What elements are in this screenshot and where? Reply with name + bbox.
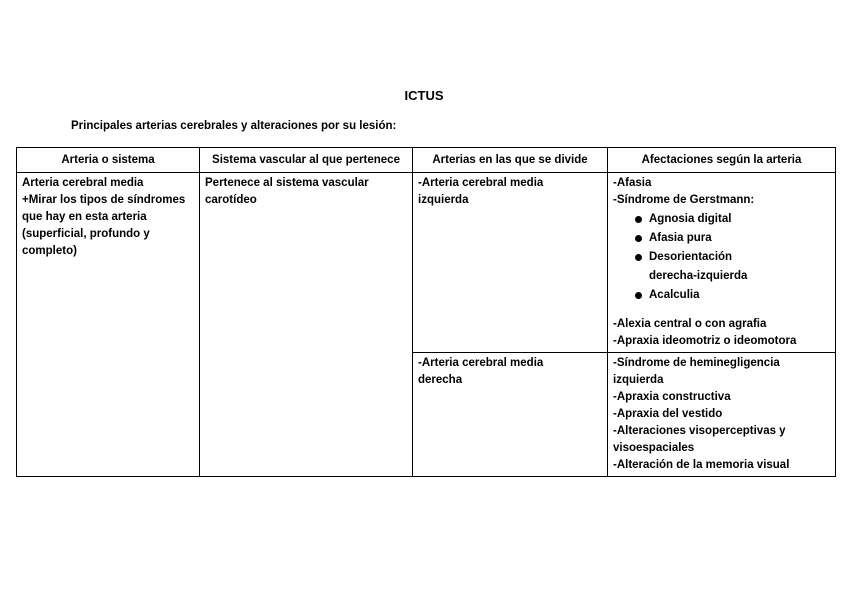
bullet-text: Afasia pura — [649, 232, 712, 244]
right-effects-text — [613, 355, 830, 474]
header-vascular-system: Sistema vascular al que pertenece — [200, 148, 413, 173]
effect-item: -Alteraciones visoperceptivas y — [613, 425, 786, 437]
arteries-table — [16, 147, 836, 477]
artery-line: (superficial, profundo y — [22, 228, 150, 240]
header-branches: Arterias en las que se divide — [413, 148, 608, 173]
vascular-system-text — [205, 175, 407, 209]
header-effects: Afectaciones según la arteria — [608, 148, 836, 173]
list-item — [635, 210, 830, 229]
effect-item: visoespaciales — [613, 442, 695, 454]
effect-item: -Alexia central o con agrafia — [613, 318, 767, 330]
effect-item: -Apraxia constructiva — [613, 391, 731, 403]
artery-line: completo) — [22, 245, 77, 257]
header-artery-system: Arteria o sistema — [17, 148, 200, 173]
gerstmann-list — [613, 210, 830, 305]
left-branch-line: izquierda — [418, 194, 469, 206]
right-branch-line: -Arteria cerebral media — [418, 357, 544, 369]
right-branch-text — [418, 355, 602, 389]
right-effects-cell — [608, 353, 836, 477]
table-header-row — [17, 148, 836, 173]
effect-item: -Apraxia ideomotriz o ideomotora — [613, 335, 797, 347]
list-item — [635, 229, 830, 248]
left-branch-line: -Arteria cerebral media — [418, 177, 544, 189]
effect-item: izquierda — [613, 374, 664, 386]
effect-item: -Apraxia del vestido — [613, 408, 723, 420]
effect-item: -Síndrome de Gerstmann: — [613, 194, 755, 206]
artery-line: +Mirar los tipos de síndromes — [22, 194, 186, 206]
effect-item: -Alteración de la memoria visual — [613, 459, 790, 471]
artery-text — [22, 175, 194, 260]
left-branch-text — [418, 175, 602, 209]
bullet-text: Acalculia — [649, 289, 700, 301]
left-effects-cell — [608, 173, 836, 353]
vascular-line: carotídeo — [205, 194, 257, 206]
left-branch-cell — [413, 173, 608, 353]
right-branch-cell — [413, 353, 608, 477]
list-item — [635, 286, 830, 305]
right-branch-line: derecha — [418, 374, 463, 386]
document-subtitle: Principales arterias cerebrales y alteraciones por su lesión: — [71, 120, 397, 132]
vascular-line: Pertenece al sistema vascular — [205, 177, 369, 189]
document-title: ICTUS — [404, 88, 444, 103]
effect-item: -Síndrome de heminegligencia — [613, 357, 780, 369]
artery-cell — [17, 173, 200, 477]
list-item — [635, 248, 830, 286]
artery-line: que hay en esta arteria — [22, 211, 147, 223]
spacer — [613, 305, 830, 316]
artery-line: Arteria cerebral media — [22, 177, 144, 189]
vascular-system-cell — [200, 173, 413, 477]
bullet-text: Desorientación — [649, 251, 733, 263]
table-row — [17, 173, 836, 353]
left-effects-text — [613, 175, 830, 350]
bullet-continuation: derecha-izquierda — [649, 270, 748, 282]
bullet-text: Agnosia digital — [649, 213, 732, 225]
effect-item: -Afasia — [613, 177, 652, 189]
